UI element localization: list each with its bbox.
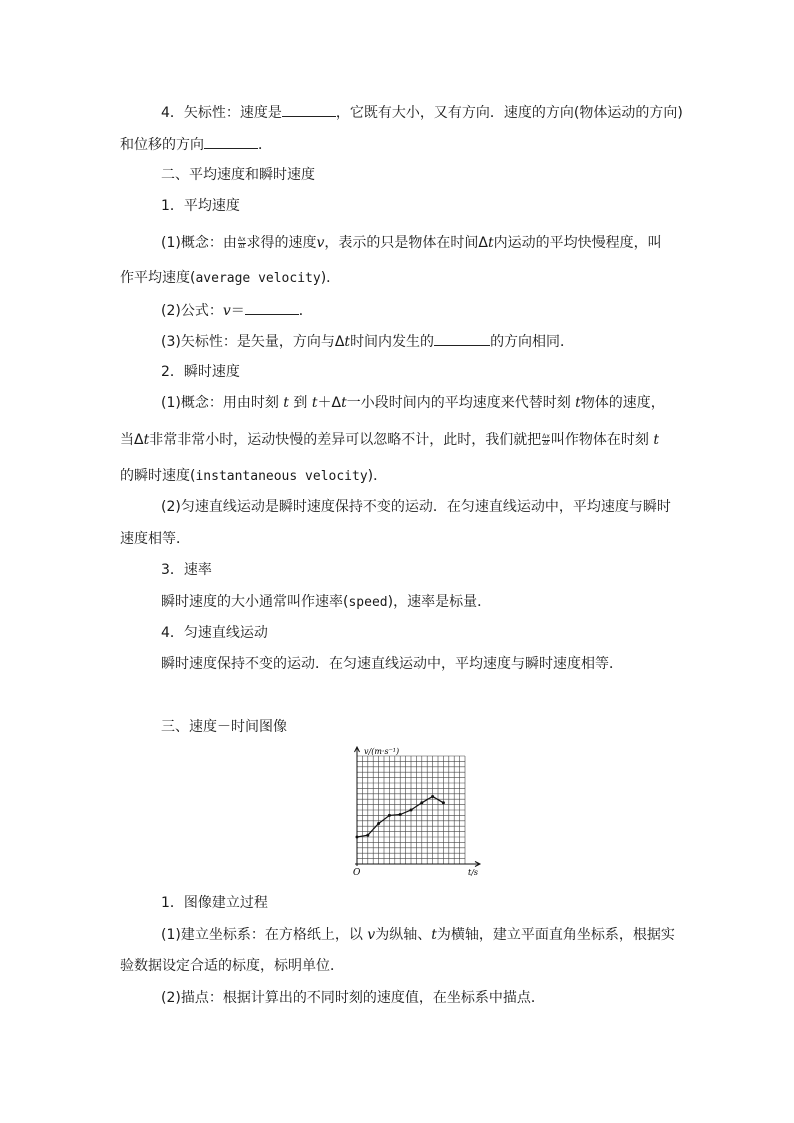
text: )． (367, 468, 388, 484)
symbol: Δ (334, 334, 345, 350)
data-point (377, 822, 380, 825)
english-term: instantaneous velocity (195, 469, 368, 484)
text: ，表示的只是物体在时间 (324, 235, 479, 251)
symbol: t (341, 395, 347, 411)
fraction-denominator: Δt (238, 242, 245, 250)
symbol: v (367, 927, 376, 943)
build-line-2: 验数据设定合适的标度，标明单位． (120, 958, 344, 974)
uniform-line: 瞬时速度保持不变的运动．在匀速直线运动中，平均速度与瞬时速度相等． (161, 656, 623, 672)
symbol: t (575, 395, 581, 411)
inst-uniform-line-2: 速度相等． (120, 531, 190, 547)
data-point (388, 814, 391, 817)
fraction (238, 237, 246, 250)
vector-property-line-2 (120, 134, 272, 155)
fraction-denominator: Δt (542, 439, 550, 447)
x-axis-label: t/s (468, 868, 479, 876)
text: 为纵轴、 (375, 927, 432, 943)
data-point (399, 813, 402, 816)
fill-blank[interactable] (245, 300, 299, 315)
english-term: average velocity (195, 271, 321, 286)
fill-blank[interactable] (282, 102, 336, 117)
avg-concept-line-1 (161, 233, 662, 253)
text: 求得的速度 (246, 235, 317, 251)
section-heading: 二、平均速度和瞬时速度 (161, 167, 315, 183)
subsection-heading: 4．匀速直线运动 (161, 625, 268, 641)
y-axis (355, 747, 360, 866)
text: 和位移的方向 (120, 137, 204, 153)
data-point (410, 809, 413, 812)
text: (3)矢标性：是矢量，方向与 (161, 334, 335, 350)
fill-blank[interactable] (204, 134, 258, 149)
symbol: t (653, 432, 659, 448)
subsection-heading: 3．速率 (161, 562, 212, 578)
text: ． (298, 303, 313, 319)
origin-label: O (353, 868, 361, 876)
text: 非常非常小时，运动快慢的差异可以忽略不计，此时，我们就把 (149, 432, 542, 448)
text: 叫作物体在时刻 (550, 432, 649, 448)
data-point (431, 795, 434, 798)
avg-concept-line-2 (120, 268, 340, 289)
symbol: t (431, 927, 437, 943)
text: 当Δ (120, 432, 144, 448)
data-point (420, 801, 423, 804)
symbol: v (316, 235, 325, 251)
build-line-3: (2)描点：根据计算出的不同时刻的速度值，在坐标系中描点． (161, 990, 545, 1006)
text: 的瞬时速度( (120, 468, 196, 484)
text: 的方向相同． (490, 334, 575, 350)
subsection-heading: 1．平均速度 (161, 198, 240, 214)
data-point (366, 834, 369, 837)
symbol: Δ (478, 235, 488, 251)
avg-vector-line (161, 331, 574, 352)
text: 物体的速度， (580, 395, 665, 411)
symbol: t (311, 395, 318, 411)
text: 4．矢标性：速度是 (161, 105, 282, 121)
symbol: v (222, 303, 231, 319)
text: (1)概念：由 (161, 235, 237, 251)
text: ． (258, 137, 272, 153)
text: 时间内发生的 (350, 334, 435, 350)
text: )． (320, 270, 341, 286)
y-axis-label: v/(m·s⁻¹) (364, 747, 400, 756)
english-term: speed (348, 595, 388, 610)
avg-formula-line (161, 300, 313, 321)
text: (1)建立坐标系：在方格纸上，以 (161, 927, 363, 943)
text: ，它既有大小，又有方向．速度的方向(物体运动的方向) (335, 105, 683, 121)
fraction-numerator: Δx (237, 235, 246, 243)
fraction-numerator: Δx (542, 432, 550, 440)
text: (2)公式： (161, 303, 223, 319)
text: (1)概念：用由时刻 (161, 395, 279, 411)
inst-concept-line-1 (161, 393, 665, 413)
fill-blank[interactable] (434, 331, 490, 346)
symbol: t (488, 235, 494, 251)
x-axis (355, 862, 480, 867)
inst-concept-line-2 (120, 430, 659, 450)
symbol: t (344, 334, 351, 350)
text: 瞬时速度的大小通常叫作速率( (161, 594, 349, 610)
text: )，速率是标量． (387, 594, 492, 610)
text: 作平均速度( (120, 270, 196, 286)
text: 为横轴，建立平面直角坐标系，根据实 (436, 927, 675, 943)
inst-concept-line-3 (120, 466, 387, 487)
subsection-heading: 2．瞬时速度 (161, 364, 240, 380)
data-point (356, 836, 359, 839)
subsection-heading: 1．图像建立过程 (161, 895, 268, 911)
text: 内运动的平均快慢程度，叫 (493, 235, 662, 251)
text: 一小段时间内的平均速度来代替时刻 (346, 395, 571, 411)
text: ＝ (230, 303, 245, 319)
text: 到 (293, 395, 308, 411)
velocity-time-graph (344, 744, 484, 876)
symbol: t (143, 432, 150, 448)
symbol: t (283, 395, 289, 411)
text: ＋Δ (317, 395, 342, 411)
fraction (542, 434, 550, 447)
section-heading: 三、速度－时间图像 (161, 719, 287, 735)
inst-uniform-line-1: (2)匀速直线运动是瞬时速度保持不变的运动．在匀速直线运动中，平均速度与瞬时 (161, 499, 671, 515)
build-line-1 (161, 925, 675, 945)
rate-line (161, 592, 491, 613)
vector-property-line-1 (161, 102, 683, 123)
data-point (442, 801, 445, 804)
